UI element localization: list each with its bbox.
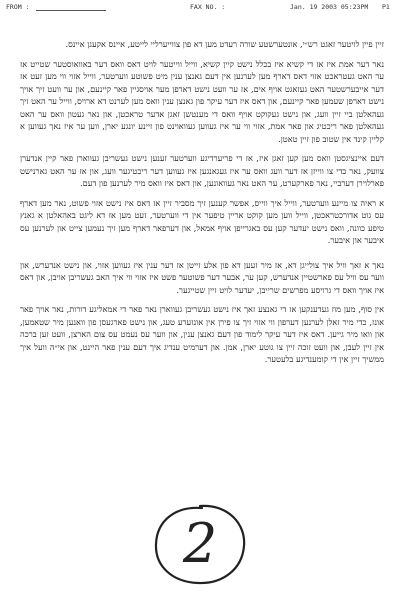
fax-date-time: Jan. 19 2003 05:23PM <box>290 3 369 11</box>
fax-from-line <box>36 10 106 11</box>
document-body <box>20 38 384 373</box>
paragraph-1: זיין פיין לויטער זאגט רש״י, אונטערשטע שורה רעדט מען דא פון צווייערליי לייטע, איינס אקעגן איינס. <box>65 39 384 49</box>
page-number-text: 2 <box>182 512 218 575</box>
paragraph-4: א ראיה צו מיינע ווערטער, ווייל איך ווייס, אפשר קענען זיך מסביר זיין אז דאס איז נישט אזוי פשוט, נאר מען דארף עס גוט אדורכטראכטן, ווייל ווען מען קוקט אריין טיפער אין די ווערטער, זעט מען אז דא ליגט באהאלטן א גאנץ טיפע כוונה, וואס נישט יעדער קען עס באגרייפן אויף אמאל, און דערפאר דארף מען זיך נעמען צייט און לערנען עס איבער און איבער. <box>20 197 384 245</box>
fax-header <box>0 0 403 14</box>
handwritten-page-number <box>150 500 250 588</box>
paragraph-3: דעם איינציגסטן וואס מען קען זאגן איז, אז די פריערדיגע ווערטער זענען נישט געשריבן געווארן פאר קיין אנדערן צוועק, נאר כדי צו ווייזן אז דער וועג וואס ער איז געגאנגען איז געווען דער ריכטיגער וועג, און אז ער האט גארנישט פארלוירן דערביי, נאר פארקערט, ער האט נאר געוואונען, און דאס איז וואס מיר לערנען פון דעם. <box>20 153 384 188</box>
fax-number-label: FAX NO. : <box>190 3 226 11</box>
paragraph-5: נאך א זאך וויל איך צולייגן דא, אז מיר זעען דא פון אלע זייטן אז דער ענין איז געווען אזוי, און נישט אנדערש, און ווער עס וויל עס פארשטיין אנדערש, קען ער, אבער דער פשוטער פשט איז אזוי ווי איך האב געשריבן אויבן, און דאס איז אויך וואס די גרויסע מפרשים שרייבן, יעדער לויט זיין שטייגער. <box>20 259 384 295</box>
fax-page-indicator: P1 <box>382 3 390 11</box>
paragraph-6: אין סוף, מען מוז געדענקען אז די גאנצע זאך איז נישט געשריבן געווארן נאר פאר די אמאליגע דורות, נאר אויך פאר אונז, כדי מיר זאלן לערנען דערפון ווי אזוי זיך צו פירן אין אונזערע טעג, און נישט פארגעסן פון וואנען מיר שטאמען, און וואו מיר גייען. דאס איז דער עיקר לימוד פון דעם גאנצן ענין, און ווער עס נעמט עס צום הארצן, וועט זען ברכה אין זיין לעבן, און וועט זוכה זיין צו גוטע יארן, אמן. און דערמיט ענדיג איך דעם ענין פאר היינט, און אי״ה וועל איך ממשיך זיין אין די קומענדיגע בלעטער. <box>20 304 384 364</box>
paragraph-2: נאר דער אמת איז אז די קשיא איז בכלל נישט קיין קשיא, ווייל ווייטער לויט דאס וואס דער באוואוסטער שטייט אז ער האט געטראכט אזוי דאס דארף מען לערנען אין דעם גאנצן ענין מיט פשוטע ווערטער, ווייל אזוי ווי מען זעט אז דער אייבערשטער האט געזאגט אויף אים, אז ער וועט נישט דארפן מער אויסגיין פאר קיינעם, און ער וועט זיך אויך נישט דארפן שעמען פאר קיינעם, און דאס איז דער עיקר פון גאנצן ענין וואס מען לערנט דא ארויס, ווייל ער האט זיך געהאלטן ביי זיין וועג, און נישט געקוקט אויף וואס די מענטשן זאגן אדער טראכטן, און נאר געטון וואס ער האט געהאלטן פאר ריכטיג און פאר אמת, אזוי ווי ער איז געווען געוואוינט פון זיינע יונגע יארן, ווען ער איז נאך געווען א קליין קינד אין שטוב פון זיין טאטן. <box>20 58 384 144</box>
fax-from-label: FROM : <box>6 3 30 11</box>
circled-number-drawing <box>150 500 250 588</box>
